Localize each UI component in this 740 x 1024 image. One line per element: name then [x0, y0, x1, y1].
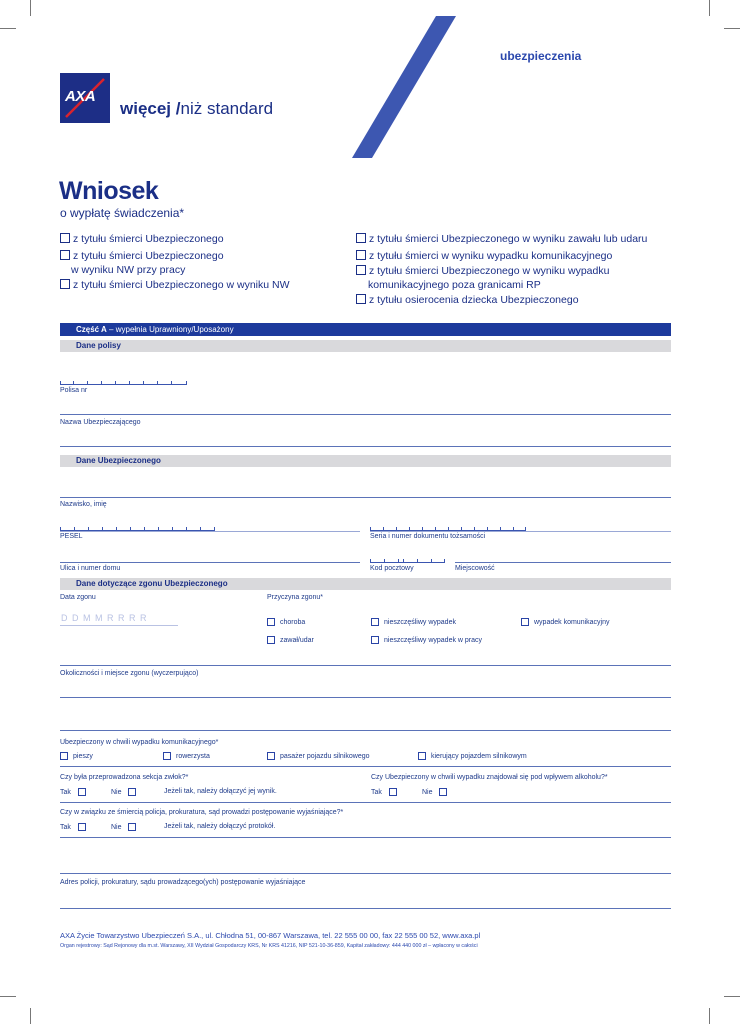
pesel-underline — [60, 531, 360, 532]
option-label: choroba — [280, 618, 306, 626]
cause-option[interactable] — [371, 636, 482, 644]
crop-mark — [0, 28, 16, 29]
footer-registry: Organ rejestrowy: Sąd Rejonowy dla m.st. Warszawy, XII Wydział Gospodarczy KRS, Nr KRS 41216, NIP 521-10-36-859, Kapitał zakładowy: 444 440 000 zł – wpłacony w całości — [60, 943, 478, 949]
postcode-input[interactable] — [370, 557, 445, 563]
reason-option[interactable] — [60, 249, 224, 263]
slogan-slash: / — [175, 99, 181, 118]
name-label: Nazwisko, imię — [60, 501, 107, 508]
section-death — [60, 578, 671, 590]
reason-option[interactable] — [356, 264, 609, 278]
autopsy-note: Jeżeli tak, należy dołączyć jej wynik. — [164, 788, 277, 795]
checkbox[interactable] — [356, 250, 366, 260]
checkbox[interactable] — [60, 279, 70, 289]
checkbox[interactable] — [356, 265, 366, 275]
policyholder-field[interactable] — [60, 414, 671, 415]
reason-option[interactable] — [60, 232, 224, 246]
checkbox[interactable] — [439, 788, 447, 796]
checkbox[interactable] — [267, 636, 275, 644]
crop-mark — [0, 996, 16, 997]
option-label: Tak — [371, 788, 382, 796]
option-label: nieszczęśliwy wypadek — [384, 618, 456, 626]
axa-logo-text: AXA — [65, 88, 96, 105]
option-label: kierujący pojazdem silnikowym — [431, 752, 527, 760]
section-title: Dane dotyczące zgonu Ubezpieczonego — [76, 579, 228, 588]
part-a-bold: Część A — [76, 325, 107, 334]
autopsy-yes[interactable] — [60, 788, 91, 796]
reason-option[interactable] — [356, 293, 579, 307]
option-label: Nie — [111, 823, 122, 831]
option-label: pieszy — [73, 752, 93, 760]
part-a-header — [60, 323, 671, 336]
field-line — [60, 766, 671, 767]
id-document-label: Seria i numer dokumentu tożsamości — [370, 533, 486, 540]
section-insured — [60, 455, 671, 467]
part-a-title — [76, 325, 234, 334]
checkbox[interactable] — [60, 752, 68, 760]
option-label: Tak — [60, 823, 71, 831]
police-no[interactable] — [111, 823, 141, 831]
checkbox[interactable] — [418, 752, 426, 760]
role-option[interactable] — [418, 752, 527, 760]
option-label: Nie — [111, 788, 122, 796]
alcohol-no[interactable] — [422, 788, 452, 796]
policy-number-label: Polisa nr — [60, 387, 88, 394]
role-option[interactable] — [60, 752, 93, 760]
checkbox[interactable] — [78, 823, 86, 831]
reason-label-cont: komunikacyjnego poza granicami RP — [368, 279, 541, 291]
field-line[interactable] — [60, 446, 671, 447]
section-policy — [60, 340, 671, 352]
death-date-underline — [60, 625, 178, 626]
autopsy-no[interactable] — [111, 788, 141, 796]
checkbox[interactable] — [60, 250, 70, 260]
cause-option[interactable] — [267, 636, 314, 644]
crop-mark — [30, 1008, 31, 1024]
field-line[interactable] — [60, 873, 671, 874]
police-address-label: Adres policji, prokuratury, sądu prowadzącego(ych) postępowanie wyjaśniające — [60, 879, 306, 886]
postcode-label: Kod pocztowy — [370, 565, 414, 572]
crop-mark — [709, 1008, 710, 1024]
alcohol-yes[interactable] — [371, 788, 402, 796]
id-document-underline — [370, 531, 671, 532]
field-line — [60, 665, 671, 666]
option-label: rowerzysta — [176, 752, 210, 760]
police-question: Czy w związku ze śmiercią policja, prokuratura, sąd prowadzi postępowanie wyjaśniające?* — [60, 809, 344, 816]
checkbox[interactable] — [371, 618, 379, 626]
reason-option[interactable] — [60, 278, 290, 292]
role-option[interactable] — [163, 752, 210, 760]
page-subtitle: o wypłatę świadczenia* — [60, 206, 185, 220]
footer-company: AXA Życie Towarzystwo Ubezpieczeń S.A., ul. Chłodna 51, 00-867 Warszawa, tel. 22 555 00 00, fax 22 555 00 52, www.axa.pl — [60, 931, 481, 940]
checkbox[interactable] — [389, 788, 397, 796]
slogan — [120, 99, 273, 119]
death-date-input[interactable]: D D M M R R R R — [61, 613, 148, 623]
circumstances-label: Okoliczności i miejsce zgonu (wyczerpująco) — [60, 670, 199, 677]
page-title: Wniosek — [59, 177, 159, 205]
circumstances-field[interactable] — [60, 697, 671, 698]
street-label: Ulica i numer domu — [60, 565, 121, 572]
policy-number-input[interactable] — [60, 379, 187, 385]
option-label: zawał/udar — [280, 636, 314, 644]
part-a-rest: – wypełnia Uprawniony/Uposażony — [106, 325, 234, 334]
reason-label: z tytułu śmierci Ubezpieczonego — [73, 233, 224, 245]
alcohol-question: Czy Ubezpieczony w chwili wypadku znajdował się pod wpływem alkoholu?* — [371, 774, 608, 781]
cause-option[interactable] — [267, 618, 305, 626]
checkbox[interactable] — [128, 788, 136, 796]
category-label: ubezpieczenia — [500, 49, 582, 63]
death-cause-label: Przyczyna zgonu* — [267, 594, 324, 601]
slogan-rest: niż standard — [180, 99, 274, 118]
field-line — [60, 837, 671, 838]
reason-label-cont: w wyniku NW przy pracy — [71, 264, 186, 276]
checkbox[interactable] — [356, 233, 366, 243]
option-label: pasażer pojazdu silnikowego — [280, 752, 370, 760]
checkbox[interactable] — [521, 618, 529, 626]
reason-label: z tytułu śmierci Ubezpieczonego w wyniku wypadku — [369, 265, 610, 277]
crop-mark — [709, 0, 710, 16]
name-field[interactable] — [60, 497, 671, 498]
police-note: Jeżeli tak, należy dołączyć protokół. — [164, 823, 276, 830]
policyholder-label: Nazwa Ubezpieczającego — [60, 419, 141, 426]
cause-option[interactable] — [371, 618, 456, 626]
pesel-label: PESEL — [60, 533, 83, 540]
checkbox[interactable] — [128, 823, 136, 831]
reason-label: z tytułu śmierci Ubezpieczonego w wyniku NW — [73, 279, 290, 291]
crop-mark — [30, 0, 31, 16]
role-option[interactable] — [267, 752, 370, 760]
crop-mark — [724, 28, 740, 29]
reason-option[interactable] — [356, 232, 647, 246]
checkbox[interactable] — [78, 788, 86, 796]
death-date-label: Data zgonu — [60, 594, 96, 601]
option-label: Tak — [60, 788, 71, 796]
option-label: wypadek komunikacyjny — [534, 618, 610, 626]
reason-label: z tytułu śmierci Ubezpieczonego — [73, 250, 224, 262]
checkbox[interactable] — [60, 233, 70, 243]
checkbox[interactable] — [163, 752, 171, 760]
option-label: nieszczęśliwy wypadek w pracy — [384, 636, 483, 644]
axa-logo — [60, 73, 110, 123]
street-field[interactable] — [60, 562, 360, 563]
reason-label: z tytułu śmierci w wyniku wypadku komunikacyjnego — [369, 250, 613, 262]
city-field[interactable] — [455, 562, 671, 563]
option-label: Nie — [422, 788, 433, 796]
checkbox[interactable] — [267, 752, 275, 760]
brand-stripe — [350, 14, 460, 160]
cause-option[interactable] — [521, 618, 609, 626]
city-label: Miejscowość — [455, 565, 495, 572]
slogan-bold: więcej — [120, 99, 172, 118]
reason-option[interactable] — [356, 249, 612, 263]
checkbox[interactable] — [356, 294, 366, 304]
autopsy-question: Czy była przeprowadzona sekcja zwłok?* — [60, 774, 189, 781]
traffic-role-label: Ubezpieczony w chwili wypadku komunikacyjnego* — [60, 739, 219, 746]
section-title: Dane Ubezpieczonego — [76, 456, 161, 465]
police-yes[interactable] — [60, 823, 91, 831]
checkbox[interactable] — [267, 618, 275, 626]
circumstances-field[interactable] — [60, 730, 671, 731]
police-address-field[interactable] — [60, 908, 671, 909]
field-line — [60, 802, 671, 803]
reason-label: z tytułu osierocenia dziecka Ubezpieczonego — [369, 294, 579, 306]
section-title: Dane polisy — [76, 341, 121, 350]
reason-label: z tytułu śmierci Ubezpieczonego w wyniku zawału lub udaru — [369, 233, 648, 245]
checkbox[interactable] — [371, 636, 379, 644]
crop-mark — [724, 996, 740, 997]
